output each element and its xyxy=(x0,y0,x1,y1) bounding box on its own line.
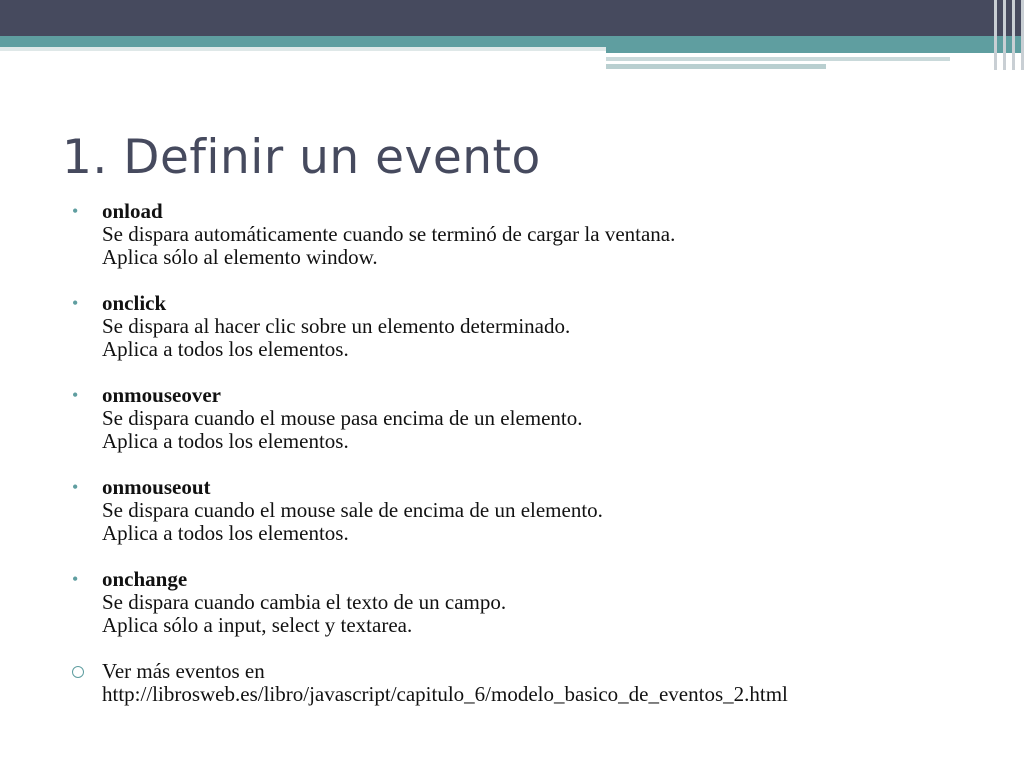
circle-bullet-icon xyxy=(72,666,84,678)
event-applies: Aplica sólo a input, select y textarea. xyxy=(102,613,413,637)
event-name: onmouseout xyxy=(102,475,211,499)
list-item-more-events xyxy=(72,660,1002,706)
stripe xyxy=(1012,0,1015,70)
header-band-teal xyxy=(0,36,1024,47)
event-description: Se dispara automáticamente cuando se terminó de cargar la ventana. xyxy=(102,222,676,246)
bullet-icon: • xyxy=(72,293,79,313)
slide-title: 1. Definir un evento xyxy=(62,130,541,185)
event-description: Se dispara cuando el mouse sale de encima de un elemento. xyxy=(102,498,603,522)
list-item-onchange xyxy=(72,568,1002,637)
bullet-icon: • xyxy=(72,477,79,497)
event-applies: Aplica a todos los elementos. xyxy=(102,429,349,453)
list-item-onmouseover xyxy=(72,384,1002,453)
header-accent-line xyxy=(606,57,950,61)
header-accent-line xyxy=(606,47,1024,53)
event-name: onchange xyxy=(102,567,188,591)
more-events-url: http://librosweb.es/libro/javascript/capitulo_6/modelo_basico_de_eventos_2.html xyxy=(102,682,788,706)
event-applies: Aplica a todos los elementos. xyxy=(102,521,349,545)
list-item-onload xyxy=(72,200,1002,269)
stripe xyxy=(1003,0,1006,70)
list-item-onmouseout xyxy=(72,476,1002,545)
bullet-icon: • xyxy=(72,385,79,405)
list-item-onclick xyxy=(72,292,1002,361)
header-stripes xyxy=(994,0,1024,70)
event-description: Se dispara al hacer clic sobre un elemento determinado. xyxy=(102,314,571,338)
header-accent-line xyxy=(606,64,826,69)
event-list xyxy=(72,200,1002,729)
header-accent-line xyxy=(0,47,606,51)
event-name: onmouseover xyxy=(102,383,221,407)
event-applies: Aplica sólo al elemento window. xyxy=(102,245,378,269)
event-description: Se dispara cuando el mouse pasa encima de un elemento. xyxy=(102,406,583,430)
bullet-icon: • xyxy=(72,569,79,589)
header-band-dark xyxy=(0,0,1024,36)
event-applies: Aplica a todos los elementos. xyxy=(102,337,349,361)
stripe xyxy=(994,0,997,70)
event-name: onclick xyxy=(102,291,167,315)
bullet-icon: • xyxy=(72,201,79,221)
event-description: Se dispara cuando cambia el texto de un campo. xyxy=(102,590,507,614)
more-events-text: Ver más eventos en xyxy=(102,659,265,683)
event-name: onload xyxy=(102,199,163,223)
